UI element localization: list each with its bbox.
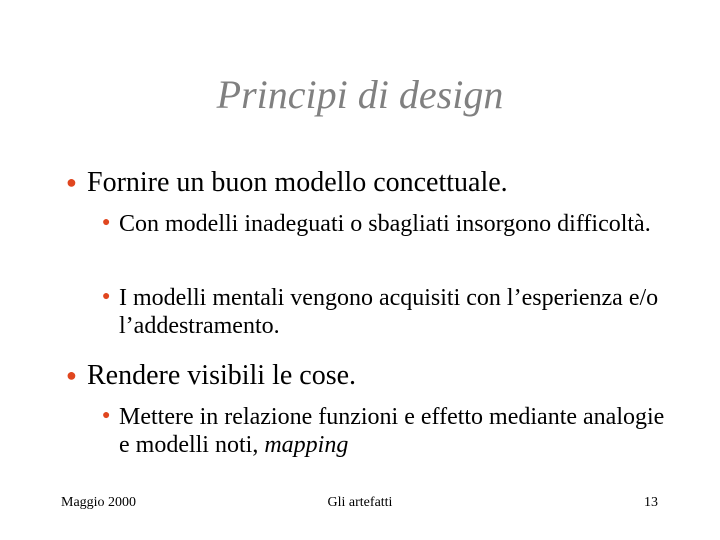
footer-date: Maggio 2000: [61, 495, 137, 510]
sub-bullet-item-text: Con modelli inadeguati o sbagliati insorgono difficoltà.: [119, 211, 651, 237]
bullet-item-2: [66, 360, 356, 392]
sub-bullet-item-text: [119, 403, 672, 459]
bullet-item-1: [66, 167, 508, 199]
bullet-dot-icon: ●: [102, 215, 111, 230]
bullet-dot-icon: ●: [102, 289, 111, 304]
bullet-item-text: Rendere visibili le cose.: [87, 360, 357, 391]
slide-title: Principi di design: [216, 72, 504, 117]
sub-bullet-item-3: [102, 403, 672, 459]
bullet-dot-icon: ●: [66, 365, 77, 385]
footer-title: Gli artefatti: [327, 495, 393, 510]
emphasized-term: mapping: [264, 432, 349, 458]
bullet-dot-icon: ●: [102, 408, 111, 423]
sub-bullet-item-1: [102, 210, 672, 238]
sub-bullet-item-text-main: Mettere in relazione funzioni e effetto mediante analogie e modelli noti,: [119, 404, 665, 458]
footer-page-number: 13: [644, 495, 658, 510]
sub-bullet-item-text: I modelli mentali vengono acquisiti con l’esperienza e/o l’addestramento.: [119, 285, 659, 339]
bullet-item-text: Fornire un buon modello concettuale.: [87, 167, 508, 198]
sub-bullet-item-2: [102, 284, 672, 340]
bullet-dot-icon: ●: [66, 172, 77, 192]
